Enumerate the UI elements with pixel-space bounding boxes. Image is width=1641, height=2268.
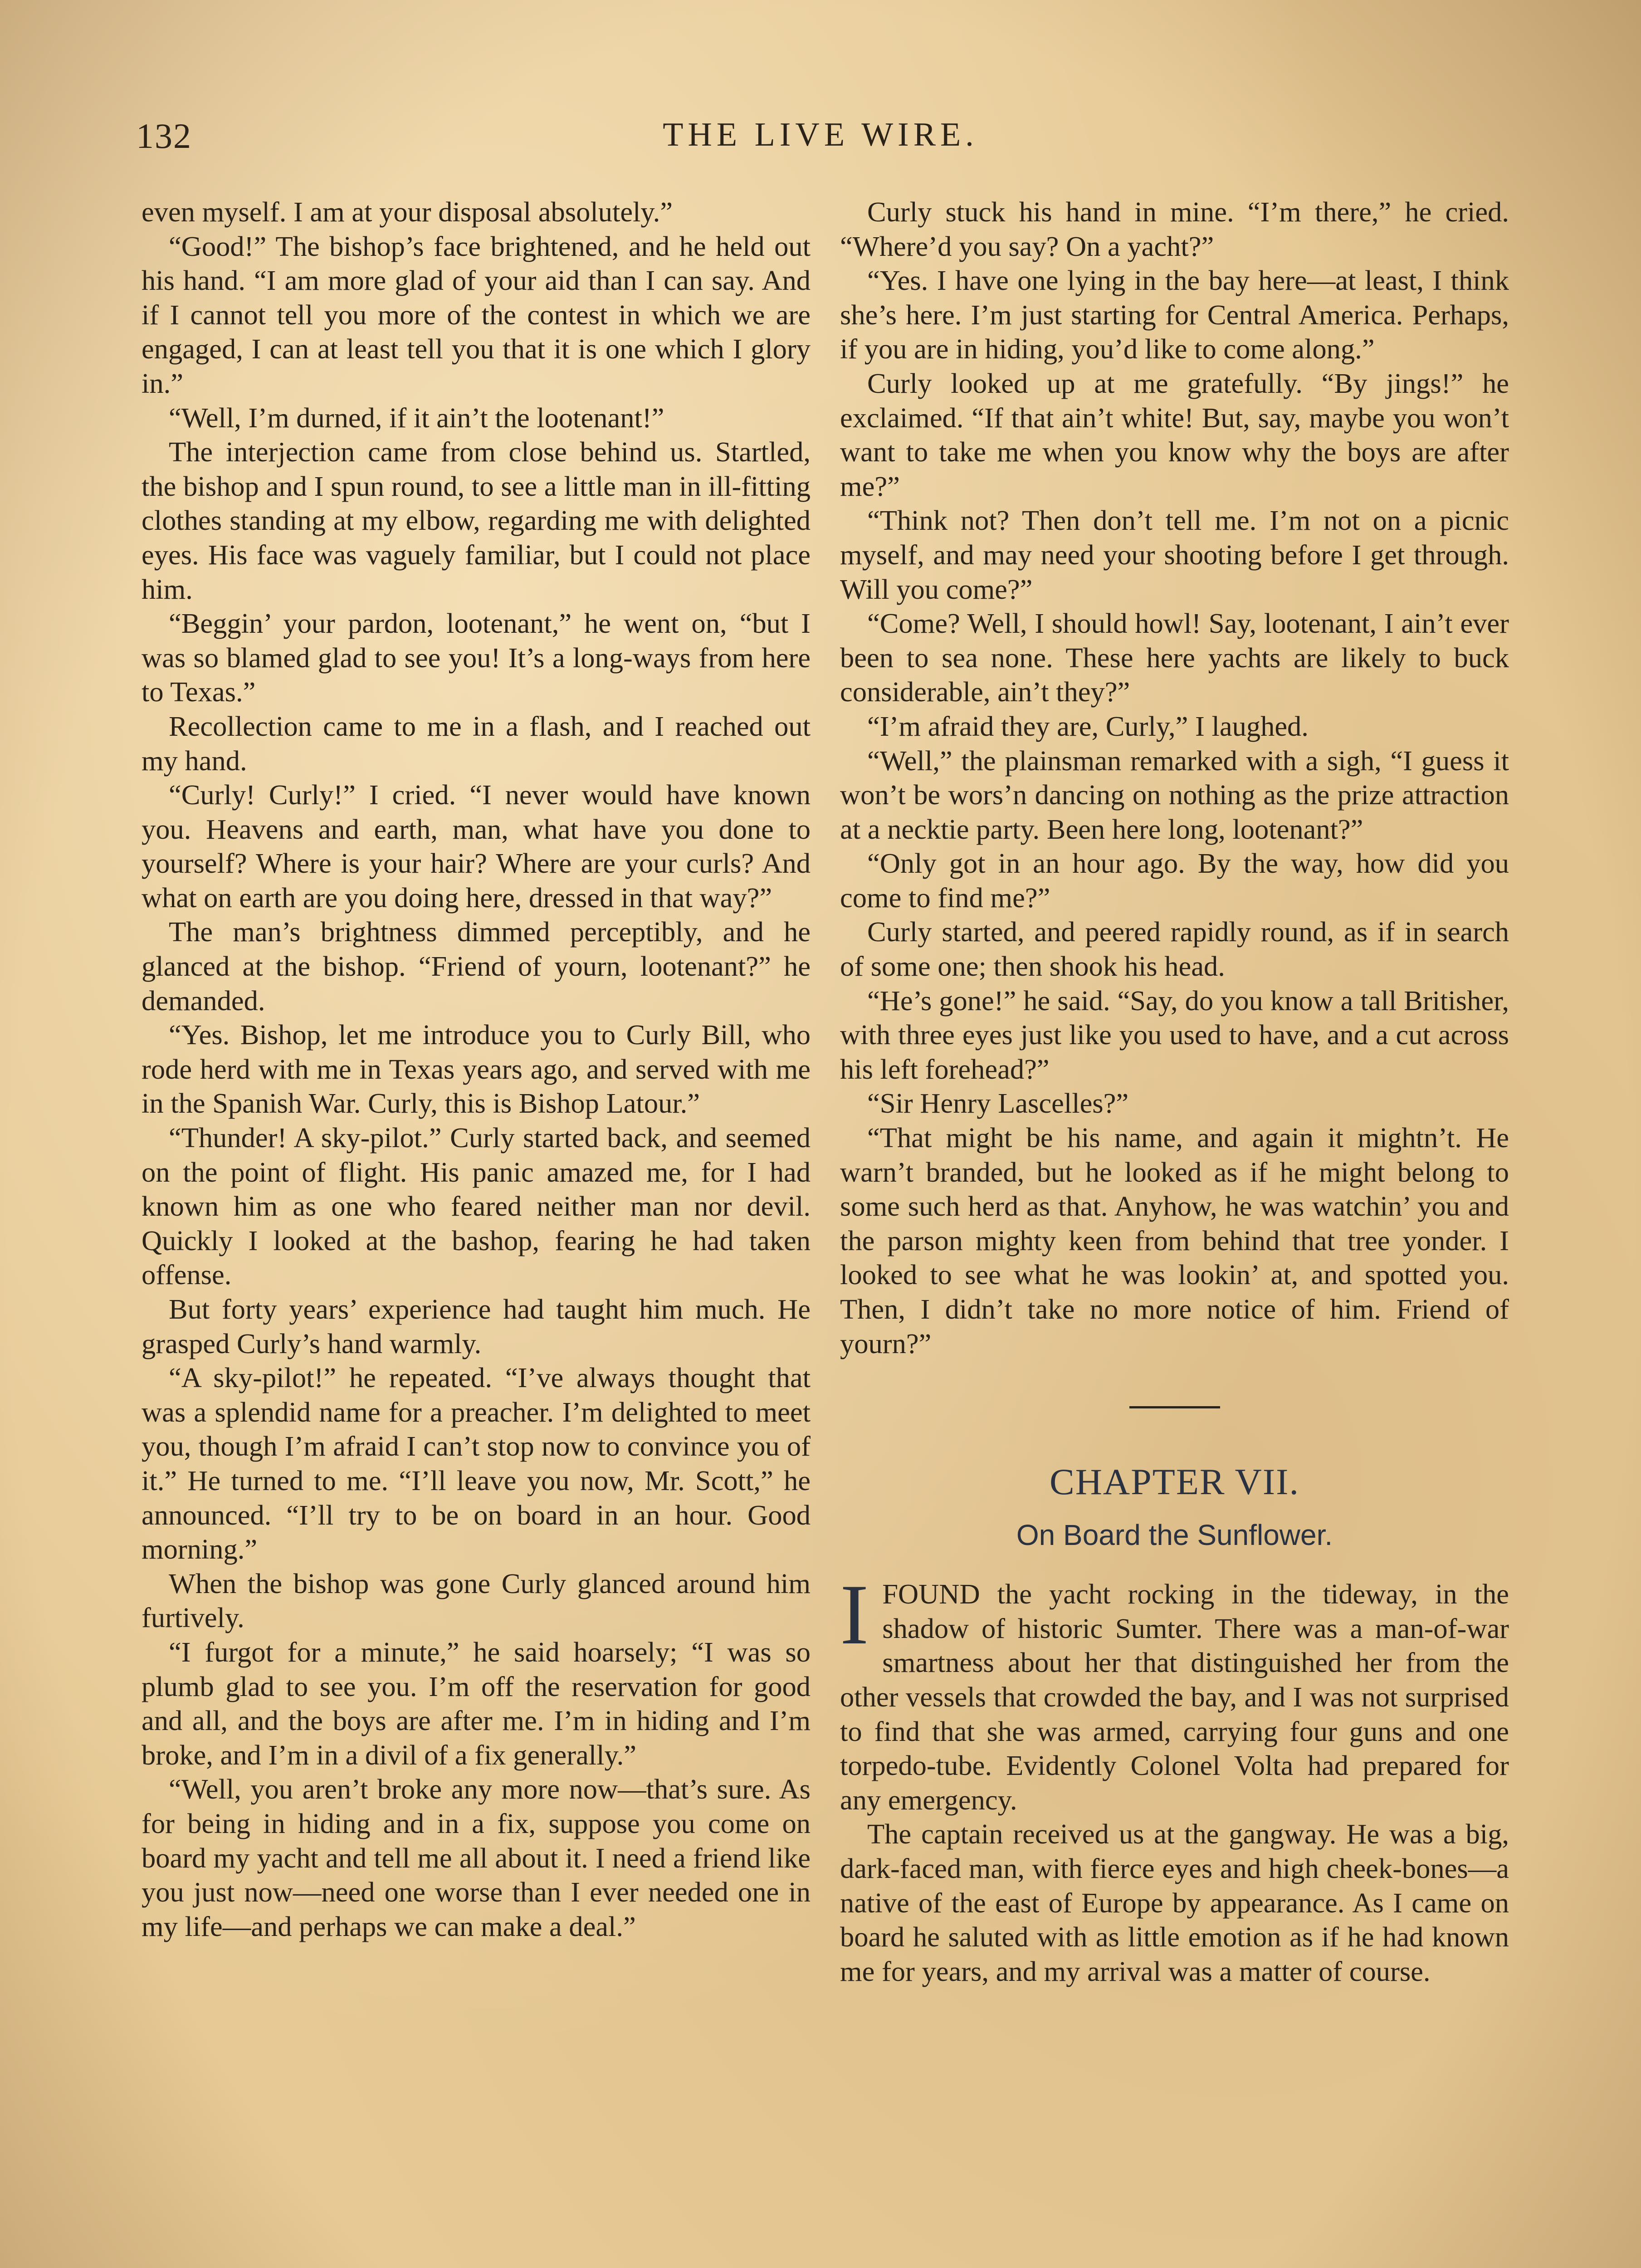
section-divider — [1129, 1406, 1220, 1408]
paragraph: “Only got in an hour ago. By the way, how did you come to find me?” — [840, 847, 1509, 914]
paragraph: “Well, I’m durned, if it ain’t the lootenant!” — [169, 401, 664, 434]
paragraph: Recollection came to me in a flash, and I reached out my hand. — [142, 710, 811, 777]
paragraph: The captain received us at the gangway. He was a big, dark-faced man, with fierce eyes and high cheek-bones—a native of the east of Europe by appearance. As I came on board he saluted with as little emotion as if he had known me for years, and my arrival was a matter of course. — [840, 1818, 1509, 1987]
paragraph: “I’m afraid they are, Curly,” I laughed. — [867, 710, 1309, 742]
paragraph: The interjection came from close behind us. Startled, the bishop and I spun round, to see a little man in ill-fitting clothes standing at my elbow, regarding me with delighted eyes. His face was vaguely familiar, but I could not place him. — [142, 436, 811, 605]
paragraph: “Yes. Bishop, let me introduce you to Curly Bill, who rode herd with me in Texas years ago, and served with me in the Spanish War. Curly, this is Bishop Latour.” — [142, 1019, 811, 1119]
paragraph: But forty years’ experience had taught him much. He grasped Curly’s hand warmly. — [142, 1293, 811, 1359]
paragraph: even myself. I am at your disposal absolutely.” — [142, 196, 673, 228]
paragraph: Curly looked up at me gratefully. “By jings!” he exclaimed. “If that ain’t white! But, say, maybe you won’t want to take me when you know why the boys are after me?” — [840, 367, 1509, 502]
left-column — [142, 195, 811, 1944]
paragraph: “Well,” the plainsman remarked with a sigh, “I guess it won’t be wors’n dancing on nothing as the prize attraction at a necktie party. Been here long, lootenant?” — [840, 744, 1509, 845]
page-number: 132 — [136, 116, 192, 156]
opening-text: FOUND the yacht rocking in the tideway, in the shadow of historic Sumter. There was a man-of-war smartness about her that distinguished her from the other vessels that crowded the bay, and I was not surprised to find that she was armed, carrying four guns and one torpedo-tube. Evidently Colonel Volta had prepared for any emergency. — [840, 1578, 1509, 1816]
paragraph: “Curly! Curly!” I cried. “I never would have known you. Heavens and earth, man, what have you done to yourself? Where is your hair? Where are your curls? And what on earth are you doing here, dressed in that way?” — [142, 779, 811, 914]
paragraph: The man’s brightness dimmed perceptibly, and he glanced at the bishop. “Friend of yourn, lootenant?” he demanded. — [142, 916, 811, 1017]
paragraph: “Yes. I have one lying in the bay here—at least, I think she’s here. I’m just starting for Central America. Perhaps, if you are in hiding, you’d like to come along.” — [840, 264, 1509, 365]
chapter-title: CHAPTER VII. — [1050, 1461, 1299, 1503]
running-title: THE LIVE WIRE. — [663, 116, 978, 153]
chapter-subtitle: On Board the Sunflower. — [1016, 1519, 1333, 1552]
right-column — [840, 195, 1509, 1989]
paragraph: Curly started, and peered rapidly round, as if in search of some one; then shook his head. — [840, 916, 1509, 982]
paragraph: “Good!” The bishop’s face brightened, and he held out his hand. “I am more glad of your aid than I can say. And if I cannot tell you more of the contest in which we are engaged, I can at least tell you that it is one which I glory in.” — [142, 230, 811, 399]
paragraph: “That might be his name, and again it mightn’t. He warn’t branded, but he looked as if he might belong to some such herd as that. Anyhow, he was watchin’ you and the parson mighty keen from behind that tree yonder. I looked to see what he was lookin’ at, and spotted you. Then, I didn’t take no more notice of him. Friend of yourn?” — [840, 1122, 1509, 1359]
chapter-opening-paragraph — [840, 1567, 1509, 1817]
paragraph: “Well, you aren’t broke any more now—that’s sure. As for being in hiding and in a fix, suppose you come on board my yacht and tell me all about it. I need a friend like you just now—need one worse than I ever needed one in my life—and perhaps we can make a deal.” — [142, 1773, 811, 1942]
paragraph: “I furgot for a minute,” he said hoarsely; “I was so plumb glad to see you. I’m off the reservation for good and all, and the boys are after me. I’m in hiding and I’m broke, and I’m in a divil of a fix generally.” — [142, 1636, 811, 1771]
paragraph: When the bishop was gone Curly glanced around him furtively. — [142, 1567, 811, 1634]
paragraph: “Sir Henry Lascelles?” — [867, 1087, 1129, 1119]
paragraph: “A sky-pilot!” he repeated. “I’ve always thought that was a splendid name for a preacher. I’m delighted to meet you, though I’m afraid I can’t stop now to convince you of it.” He turned to me. “I’ll leave you now, Mr. Scott,” he announced. “I’ll try to be on board in an hour. Good morning.” — [142, 1362, 811, 1565]
paragraph: Curly stuck his hand in mine. “I’m there,” he cried. “Where’d you say? On a yacht?” — [840, 196, 1509, 262]
paragraph: “Think not? Then don’t tell me. I’m not on a picnic myself, and may need your shooting before I get through. Will you come?” — [840, 504, 1509, 605]
paragraph: “Beggin’ your pardon, lootenant,” he went on, “but I was so blamed glad to see you! It’s a long-ways from here to Texas.” — [142, 607, 811, 708]
drop-cap: I — [840, 1567, 869, 1663]
paragraph: “He’s gone!” he said. “Say, do you know a tall Britisher, with three eyes just like you used to have, and a cut across his left forehead?” — [840, 984, 1509, 1085]
paragraph: “Thunder! A sky-pilot.” Curly started back, and seemed on the point of flight. His panic amazed me, for I had known him as one who feared neither man nor devil. Quickly I looked at the bashop, fearing he had taken offense. — [142, 1122, 811, 1291]
paragraph: “Come? Well, I should howl! Say, lootenant, I ain’t ever been to sea none. These here yachts are likely to buck considerable, ain’t they?” — [840, 607, 1509, 708]
